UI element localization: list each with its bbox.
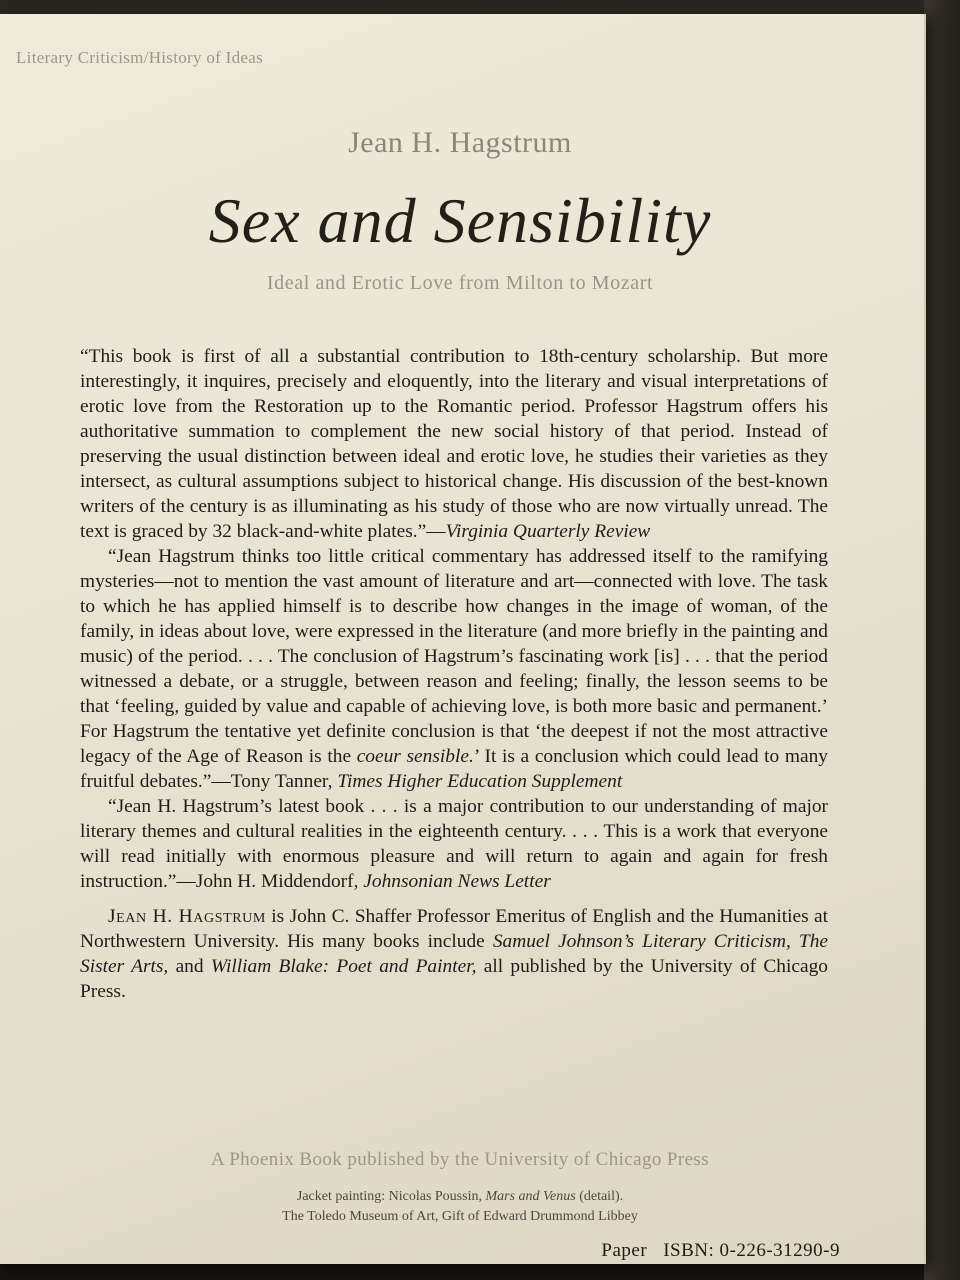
bio-end: all published by the University of Chicago Press. xyxy=(80,956,828,1002)
jacket-painting: Mars and Venus xyxy=(485,1189,576,1204)
author-name: Jean H. Hagstrum xyxy=(348,126,572,159)
review-emphasis: coeur sensible. xyxy=(356,746,474,767)
bio-name: Jean H. Hagstrum xyxy=(108,906,266,927)
jacket-credit xyxy=(0,1187,924,1227)
bio-text: is John C. Shaffer Professor Emeritus of English and the Humanities at Northwestern University. His many books include xyxy=(80,906,828,952)
review-paragraph xyxy=(80,794,828,894)
author-bio xyxy=(80,904,828,1004)
jacket-suffix: (detail). xyxy=(575,1189,624,1204)
background-edge xyxy=(924,0,960,1280)
review-source: Johnsonian News Letter xyxy=(363,871,551,892)
bio-book-titles: Samuel Johnson’s Literary Criticism, The Sister Arts, xyxy=(80,931,828,977)
book-title: Sex and Sensibility xyxy=(208,185,712,256)
publisher-line: A Phoenix Book published by the University of Chicago Press xyxy=(210,1149,710,1170)
isbn-number: ISBN: 0-226-31290-9 xyxy=(663,1240,840,1261)
book-subtitle: Ideal and Erotic Love from Milton to Mozart xyxy=(266,272,654,294)
review-paragraph xyxy=(80,544,828,794)
format-label: Paper xyxy=(601,1240,648,1261)
bio-book-title: William Blake: Poet and Painter, xyxy=(210,956,477,977)
category-label: Literary Criticism/History of Ideas xyxy=(16,48,264,67)
review-text-after: ’ It is a conclusion which could lead to many fruitful debates.”—Tony Tanner, xyxy=(80,746,828,792)
jacket-credit-line1 xyxy=(0,1187,924,1207)
isbn-block xyxy=(585,1240,840,1262)
review-source: Times Higher Education Supplement xyxy=(337,771,623,792)
jacket-prefix: Jacket painting: Nicolas Poussin, xyxy=(296,1189,486,1204)
bio-conjunction: and xyxy=(168,956,211,977)
review-text: “Jean H. Hagstrum’s latest book . . . is a major contribution to our understanding of major literary themes and cultural realities in the eighteenth century. . . . This is a work that everyone will read initially with enormous pleasure and will return to again and again for fresh instruction.”—John H. Middendorf, xyxy=(80,796,828,892)
review-text: “Jean Hagstrum thinks too little critical commentary has addressed itself to the ramifying mysteries—not to mention the vast amount of literature and art—connected with love. The task to which he has applied himself is to describe how changes in the image of woman, of the family, in ideas about love, were expressed in the literature (and more briefly in the painting and music) of the period. . . . The conclusion of Hagstrum’s fascinating work [is] . . . that the period witnessed a debate, or a struggle, between reason and feeling; finally, the lesson seems to be that ‘feeling, guided by value and capable of achieving love, is both more basic and permanent.’ For Hagstrum the tentative yet definite conclusion is that ‘the deepest if not the most attractive legacy of the Age of Reason is the xyxy=(80,546,828,767)
review-text: “This book is first of all a substantial contribution to 18th-century scholarship. But more interestingly, it inquires, precisely and eloquently, into the literary and visual interpretations of erotic love from the Restoration up to the Romantic period. Professor Hagstrum offers his authoritative summation to complement the new social history of that period. Instead of preserving the usual distinction between ideal and erotic love, he studies their varieties as they intersect, as cultural assumptions subject to historical change. His discussion of the best-known writers of the century is as illuminating as his study of those who are now virtually unread. The text is graced by 32 black-and-white plates.”— xyxy=(80,346,828,542)
book-back-cover xyxy=(0,14,926,1264)
blurb-text xyxy=(80,344,828,1004)
review-source: Virginia Quarterly Review xyxy=(445,521,651,542)
review-paragraph xyxy=(80,344,828,544)
jacket-credit-line2: The Toledo Museum of Art, Gift of Edward Drummond Libbey xyxy=(282,1209,638,1224)
